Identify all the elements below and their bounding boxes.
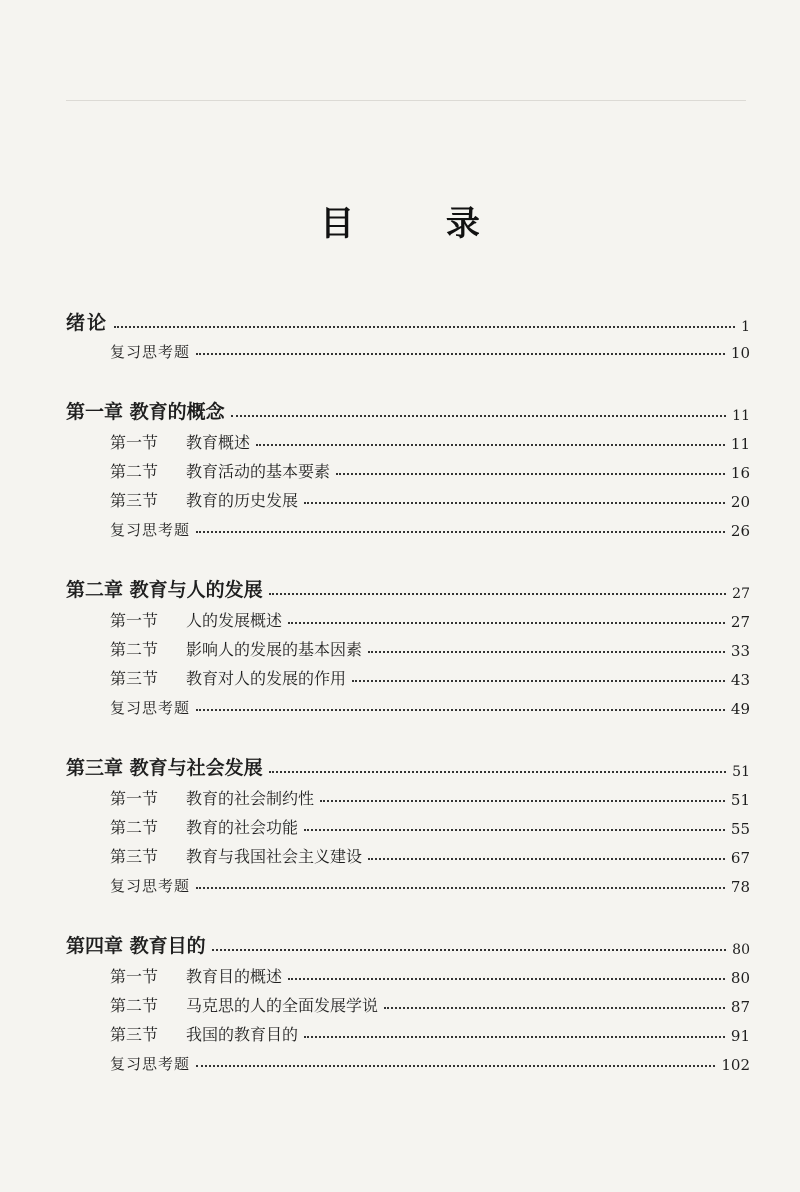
toc-review-row: [110, 868, 750, 896]
toc-section-row: [110, 603, 750, 631]
section-title: 教育的社会制约性: [186, 789, 315, 808]
dot-leader: [336, 473, 725, 475]
toc-section-row: [110, 810, 750, 838]
section-title: 马克思的人的全面发展学说: [186, 996, 379, 1015]
section-page-number: 27: [730, 613, 750, 631]
section-title: 复习思考题: [110, 343, 191, 361]
toc-chapter-row: [66, 752, 750, 780]
dot-leader: [196, 1065, 715, 1067]
dot-leader: [304, 829, 725, 831]
section-number: 第一节: [110, 789, 159, 808]
section-page-number: 102: [721, 1056, 750, 1074]
chapter-title: 绪论: [66, 312, 109, 334]
dot-leader: [231, 415, 727, 417]
section-title: 复习思考题: [110, 699, 191, 717]
section-label: [110, 666, 346, 689]
section-label: [110, 815, 298, 838]
section-page-number: 78: [730, 878, 750, 896]
section-title: 教育概述: [186, 433, 251, 452]
toc-section-row: [110, 1017, 750, 1045]
toc-review-row: [110, 690, 750, 718]
section-label: [110, 459, 330, 482]
chapter-title: 第四章 教育目的: [66, 935, 206, 957]
section-page-number: 33: [730, 642, 750, 660]
section-title: 影响人的发展的基本因素: [186, 640, 363, 659]
section-title: 教育目的概述: [186, 967, 283, 986]
dot-leader: [269, 771, 727, 773]
toc-section-row: [110, 632, 750, 660]
dot-leader: [384, 1007, 725, 1009]
chapter-page-number: 27: [732, 586, 750, 602]
section-number: 第二节: [110, 996, 159, 1015]
section-number: 第二节: [110, 640, 159, 659]
section-label: [110, 1022, 298, 1045]
toc-chapter-row: [66, 930, 750, 958]
review-questions-label: [110, 519, 190, 540]
section-title: 人的发展概述: [186, 611, 283, 630]
section-page-number: 43: [730, 671, 750, 689]
section-page-number: 26: [730, 522, 750, 540]
section-page-number: 49: [730, 700, 750, 718]
section-number: 第三节: [110, 491, 159, 510]
toc-section-row: [110, 988, 750, 1016]
toc-section-row: [110, 959, 750, 987]
review-questions-label: [110, 1053, 190, 1074]
chapter-page-number: 1: [741, 319, 750, 335]
section-title: 复习思考题: [110, 1055, 191, 1073]
toc-review-row: [110, 1046, 750, 1074]
section-page-number: 91: [730, 1027, 750, 1045]
dot-leader: [288, 622, 725, 624]
section-title: 教育与我国社会主义建设: [186, 847, 363, 866]
section-label: [110, 786, 314, 809]
dot-leader: [368, 651, 725, 653]
chapter-page-number: 11: [732, 408, 750, 424]
dot-leader: [320, 800, 725, 802]
dot-leader: [196, 531, 725, 533]
section-page-number: 80: [730, 969, 750, 987]
dot-leader: [288, 978, 725, 980]
dot-leader: [352, 680, 725, 682]
section-label: [110, 430, 250, 453]
chapter-page-number: 51: [732, 764, 750, 780]
section-number: 第一节: [110, 967, 159, 986]
section-title: 复习思考题: [110, 877, 191, 895]
section-page-number: 67: [730, 849, 750, 867]
toc-section-row: [110, 454, 750, 482]
section-page-number: 87: [730, 998, 750, 1016]
ghost-header-rule: [66, 100, 746, 101]
chapter-page-number: 80: [732, 942, 750, 958]
section-title: 教育的历史发展: [186, 491, 299, 510]
section-title: 复习思考题: [110, 521, 191, 539]
section-title: 教育活动的基本要素: [186, 462, 331, 481]
toc-section-row: [110, 483, 750, 511]
dot-leader: [304, 1036, 725, 1038]
review-questions-label: [110, 875, 190, 896]
review-questions-label: [110, 697, 190, 718]
section-number: 第一节: [110, 611, 159, 630]
dot-leader: [196, 887, 725, 889]
section-label: [110, 637, 362, 660]
toc-section-row: [110, 425, 750, 453]
chapter-title: 第一章 教育的概念: [66, 401, 225, 423]
dot-leader: [196, 353, 725, 355]
dot-leader: [368, 858, 725, 860]
review-questions-label: [110, 341, 190, 362]
toc-chapter-row: [66, 574, 750, 602]
section-label: [110, 993, 378, 1016]
section-title: 教育对人的发展的作用: [186, 669, 347, 688]
page-title: 目 录: [320, 204, 520, 244]
section-page-number: 16: [730, 464, 750, 482]
section-number: 第三节: [110, 669, 159, 688]
toc-chapter-row: [66, 396, 750, 424]
toc-section-row: [110, 781, 750, 809]
section-title: 教育的社会功能: [186, 818, 299, 837]
dot-leader: [212, 949, 727, 951]
section-title: 我国的教育目的: [186, 1025, 299, 1044]
chapter-title: 第三章 教育与社会发展: [66, 757, 263, 779]
dot-leader: [256, 444, 725, 446]
toc-review-row: [110, 512, 750, 540]
section-label: [110, 488, 298, 511]
toc-chapter-row: [66, 307, 750, 335]
section-page-number: 20: [730, 493, 750, 511]
chapter-title: 第二章 教育与人的发展: [66, 579, 263, 601]
dot-leader: [304, 502, 725, 504]
section-number: 第三节: [110, 1025, 159, 1044]
section-number: 第一节: [110, 433, 159, 452]
dot-leader: [196, 709, 725, 711]
section-number: 第二节: [110, 818, 159, 837]
section-page-number: 55: [730, 820, 750, 838]
section-page-number: 51: [730, 791, 750, 809]
section-number: 第三节: [110, 847, 159, 866]
section-label: [110, 844, 362, 867]
section-page-number: 11: [730, 435, 750, 453]
dot-leader: [114, 326, 735, 328]
section-label: [110, 608, 282, 631]
dot-leader: [269, 593, 727, 595]
toc-section-row: [110, 839, 750, 867]
section-page-number: 10: [730, 344, 750, 362]
toc-section-row: [110, 661, 750, 689]
section-number: 第二节: [110, 462, 159, 481]
section-label: [110, 964, 282, 987]
toc-review-row: [110, 334, 750, 362]
